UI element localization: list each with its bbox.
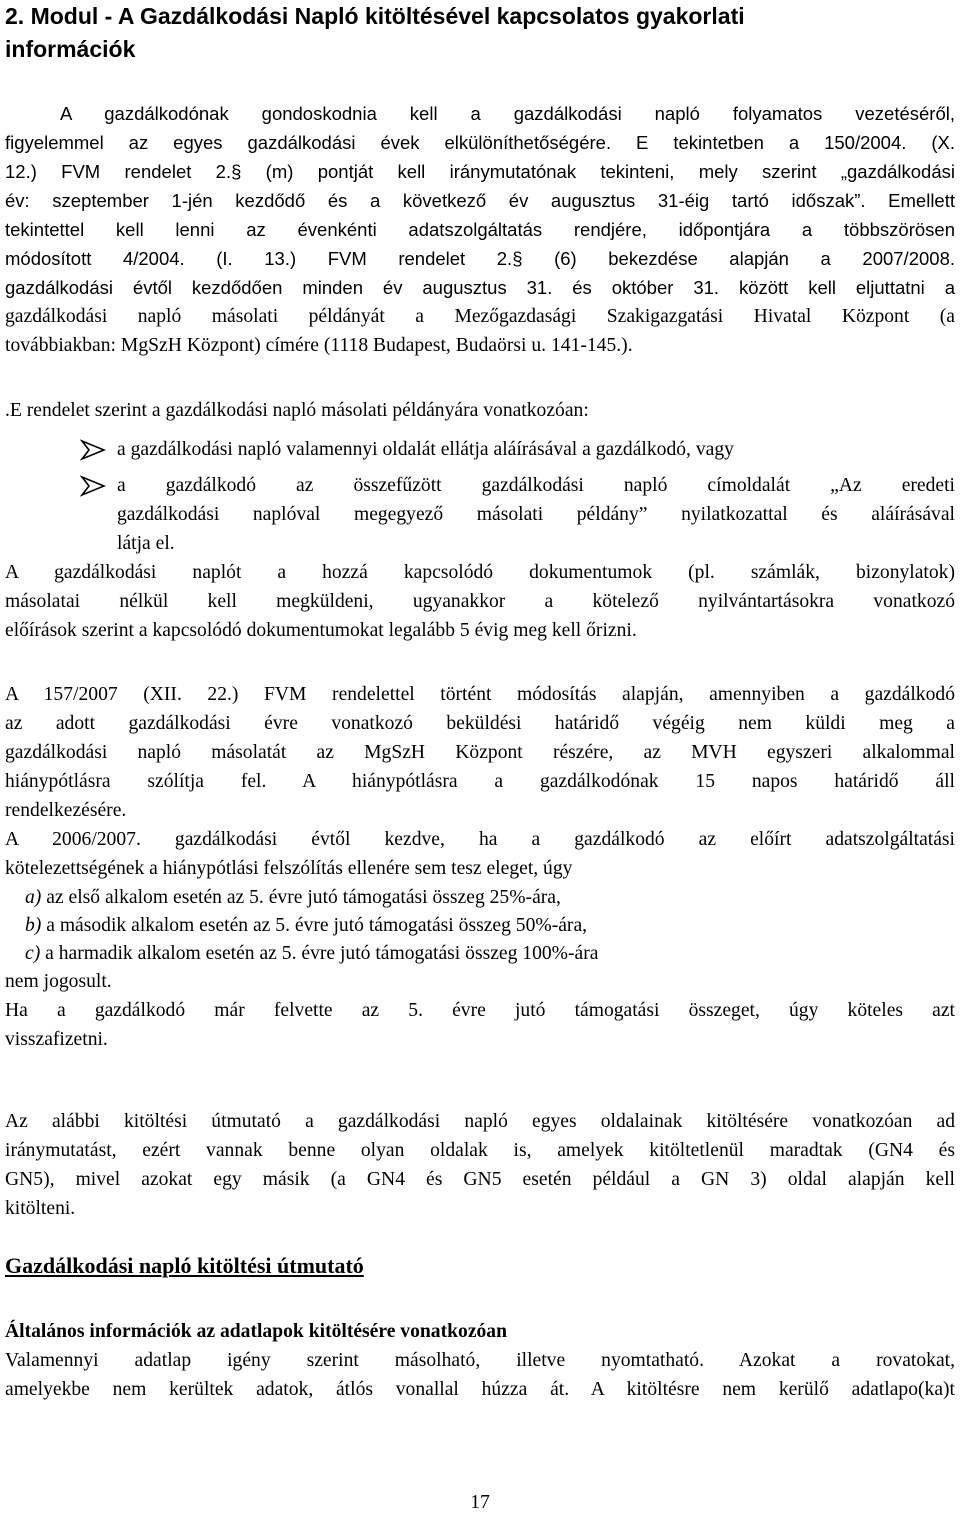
not-entitled: nem jogosult. xyxy=(5,971,112,992)
repay-line: visszafizetni. xyxy=(5,1029,108,1050)
guide-note-line: GN5), mivel azokat egy másik (a GN4 és GN5 esetén például a GN 3) oldal alapján kell xyxy=(5,1169,955,1190)
bullet-item: a gazdálkodási napló valamennyi oldalát ellátja aláírásával a gazdálkodó, vagy xyxy=(117,439,734,460)
penalty-item-text: a harmadik alkalom esetén az 5. évre jutó támogatási összeg 100%-ára xyxy=(40,943,599,964)
amendment-line: hiánypótlásra szólítja fel. A hiánypótlásra a gazdálkodónak 15 napos határidő áll xyxy=(5,771,955,792)
intro-line: módosított 4/2004. (I. 13.) FVM rendelet 2.§ (6) bekezdése alapján a 2007/2008. xyxy=(5,248,955,269)
amendment-line: A 157/2007 (XII. 22.) FVM rendelettel történt módosítás alapján, amennyiben a gazdálkodó xyxy=(5,684,955,705)
general-info-line: amelyekbe nem kerültek adatok, átlós vonallal húzza át. A kitöltésre nem kerülő adatlapo(ka)t xyxy=(5,1379,955,1400)
bullet-item: a gazdálkodó az összefűzött gazdálkodási napló címoldalát „Az eredeti xyxy=(117,475,955,496)
general-info-line: Valamennyi adatlap igény szerint másolható, illetve nyomtatható. Azokat a rovatokat, xyxy=(5,1350,955,1371)
penalty-item-text: az első alkalom esetén az 5. évre jutó támogatási összeg 25%-ára, xyxy=(41,887,561,908)
amendment-line: gazdálkodási napló másolatát az MgSzH Központ részére, az MVH egyszeri alkalommal xyxy=(5,742,955,763)
section-title-line-1: 2. Modul - A Gazdálkodási Napló kitöltésével kapcsolatos gyakorlati xyxy=(5,3,745,29)
copies-line: előírások szerint a kapcsolódó dokumentumokat legalább 5 évig meg kell őrizni. xyxy=(5,620,637,641)
guide-title: Gazdálkodási napló kitöltési útmutató xyxy=(5,1253,364,1278)
intro-line: tekintettel kell lenni az évenkénti adatszolgáltatás rendjére, időpontjára a többszörösen xyxy=(5,219,955,240)
bullet-item-continuation: látja el. xyxy=(117,533,175,554)
penalty-item-label: a) xyxy=(25,887,42,908)
penalty-line: A 2006/2007. gazdálkodási évtől kezdve, ha a gazdálkodó az előírt adatszolgáltatási xyxy=(5,829,955,850)
penalty-item xyxy=(25,911,955,940)
intro-line: A gazdálkodónak gondoskodnia kell a gazdálkodási napló folyamatos vezetéséről, xyxy=(60,103,955,124)
penalty-item xyxy=(25,939,955,968)
guide-note-line: Az alábbi kitöltési útmutató a gazdálkodási napló egyes oldalainak kitöltésére vonatkozóan ad xyxy=(5,1111,955,1132)
penalty-item-label: c) xyxy=(25,943,41,964)
intro-line: gazdálkodási évtől kezdődően minden év augusztus 31. és október 31. között kell eljuttatni a xyxy=(5,277,955,298)
penalty-item-text: a második alkalom esetén az 5. évre jutó támogatási összeg 50%-ára, xyxy=(41,915,588,936)
penalty-item-label: b) xyxy=(25,915,42,936)
repay-line: Ha a gazdálkodó már felvette az 5. évre jutó támogatási összeget, úgy köteles azt xyxy=(5,1000,955,1021)
intro-line: év: szeptember 1-jén kezdődő és a következő év augusztus 31-éig tartó időszak”. Emellett xyxy=(5,190,955,211)
bullet-item-continuation: gazdálkodási naplóval megegyező másolati példány” nyilatkozattal és aláírásával xyxy=(117,504,955,525)
penalty-item xyxy=(25,883,955,912)
intro-line: figyelemmel az egyes gazdálkodási évek elkülöníthetőségére. E tekintetben a 150/2004. (X. xyxy=(5,132,955,153)
penalty-line: kötelezettségének a hiánypótlási felszólítás ellenére sem tesz eleget, úgy xyxy=(5,858,573,879)
amendment-line: az adott gazdálkodási évre vonatkozó beküldési határidő végéig nem küldi meg a xyxy=(5,713,955,734)
copies-line: másolatai nélkül kell megküldeni, ugyanakkor a kötelező nyilvántartásokra vonatkozó xyxy=(5,591,955,612)
intro-line: továbbiakban: MgSzH Központ) címére (1118 Budapest, Budaörsi u. 141-145.). xyxy=(5,335,633,356)
intro-line: gazdálkodási napló másolati példányát a Mezőgazdasági Szakigazgatási Hivatal Központ (a xyxy=(5,306,955,327)
general-info-title: Általános információk az adatlapok kitöltésére vonatkozóan xyxy=(5,1321,508,1342)
section-title-line-2: információk xyxy=(5,36,136,62)
intro-line: 12.) FVM rendelet 2.§ (m) pontját kell iránymutatónak tekinteni, mely szerint „gazdálkodási xyxy=(5,161,955,182)
amendment-line: rendelkezésére. xyxy=(5,800,127,821)
arrow-bullet-icon xyxy=(80,475,106,497)
guide-note-line: kitölteni. xyxy=(5,1198,76,1219)
page-number: 17 xyxy=(470,1492,490,1513)
decree-intro: .E rendelet szerint a gazdálkodási napló másolati példányára vonatkozóan: xyxy=(5,400,589,421)
arrow-bullet-icon xyxy=(80,439,106,461)
guide-note-line: iránymutatást, ezért vannak benne olyan oldalak is, amelyek kitöltetlenül maradtak (GN4 és xyxy=(5,1140,955,1161)
copies-line: A gazdálkodási naplót a hozzá kapcsolódó dokumentumok (pl. számlák, bizonylatok) xyxy=(5,562,955,583)
